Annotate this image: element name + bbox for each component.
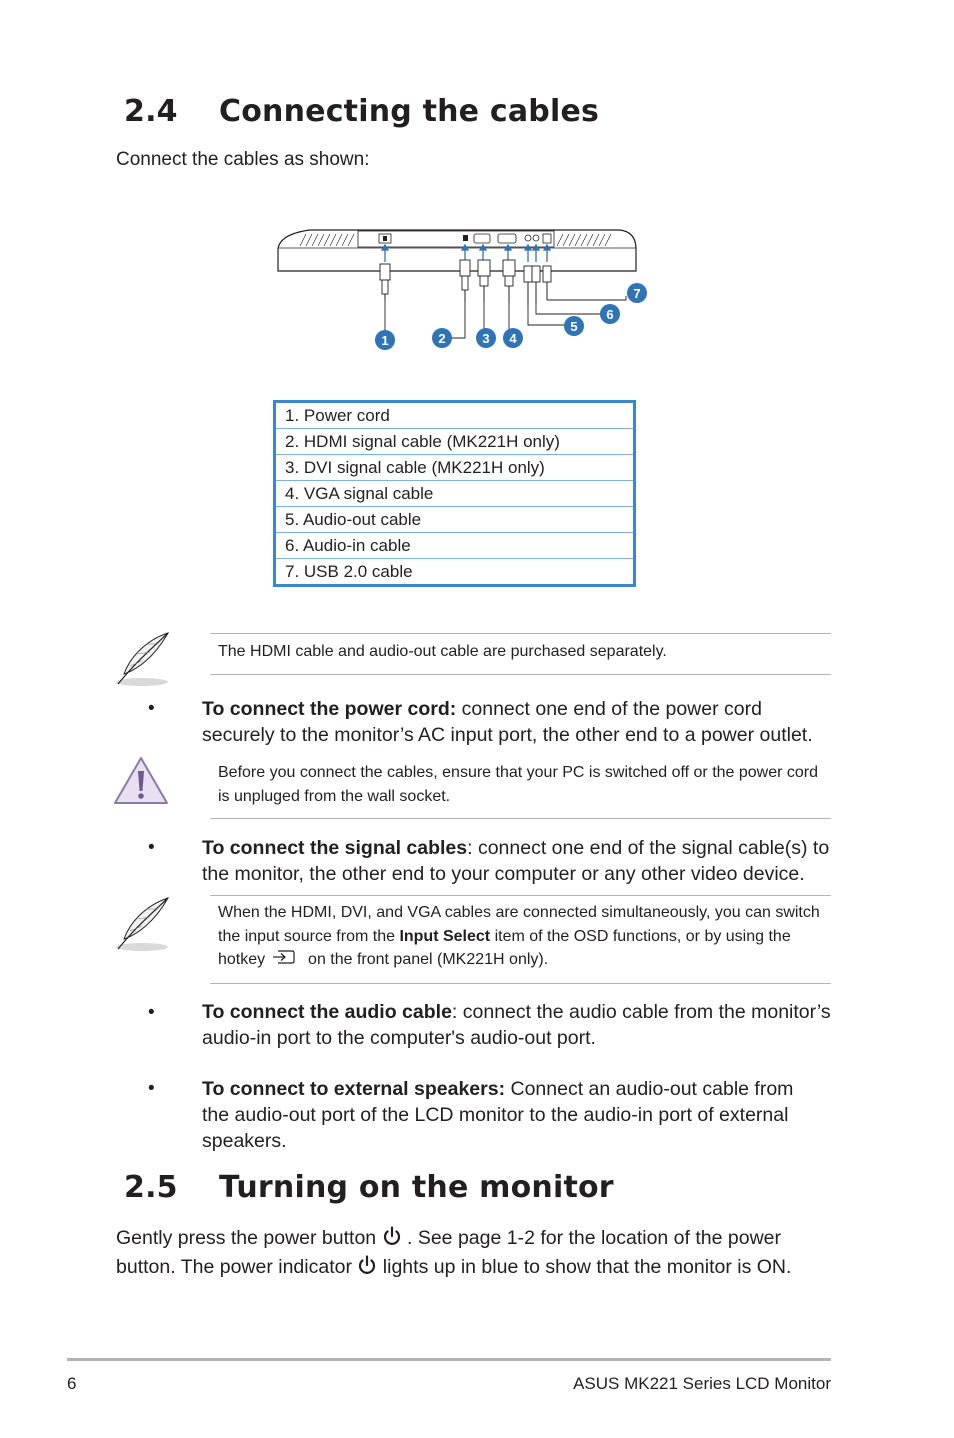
bullet-power-cord <box>202 696 837 748</box>
power-on-paragraph <box>116 1224 806 1282</box>
bullet-heading: To connect the audio cable <box>202 1001 452 1023</box>
callout-3: 3 <box>482 331 490 346</box>
footer-divider <box>67 1358 831 1361</box>
bullet-external-speakers <box>202 1076 802 1154</box>
bullet-text: : connect the audio cable from the monitor’s audio-in port to the computer's audio-out port. <box>202 1001 831 1049</box>
legend-row: 3. DVI signal cable (MK221H only) <box>276 454 633 480</box>
legend-row: 7. USB 2.0 cable <box>276 558 633 584</box>
note-text-part: on the front panel (MK221H only). <box>303 951 549 968</box>
note-text: The HDMI cable and audio-out cable are purchased separately. <box>218 643 667 660</box>
caution-switch-off <box>210 757 831 819</box>
callout-4: 4 <box>509 331 517 346</box>
footer-title: ASUS MK221 Series LCD Monitor <box>573 1374 831 1393</box>
section-heading-2-4 <box>124 94 724 134</box>
paragraph-text: lights up in blue to show that the monitor is ON. <box>377 1256 792 1278</box>
bullet-heading: To connect the power cord: <box>202 698 457 720</box>
cable-legend-table <box>273 400 636 587</box>
power-icon <box>382 1226 402 1248</box>
legend-row: 2. HDMI signal cable (MK221H only) <box>276 428 633 454</box>
note-hdmi-audio <box>210 633 831 675</box>
note-text <box>218 901 823 972</box>
bullet-text: : connect one end of the signal cable(s) to the monitor, the other end to your computer or any other video device. <box>202 837 830 885</box>
power-icon <box>357 1255 377 1277</box>
input-select-icon <box>272 948 298 966</box>
legend-row: 1. Power cord <box>285 406 390 425</box>
legend-row: 6. Audio-in cable <box>276 532 633 558</box>
callout-7: 7 <box>633 286 641 301</box>
callout-5: 5 <box>570 319 578 334</box>
section-number: 2.4 <box>124 94 178 129</box>
paragraph-text: Gently press the power button <box>116 1227 382 1249</box>
bullet-heading: To connect the signal cables <box>202 837 468 859</box>
feather-pen-icon <box>112 630 174 690</box>
paragraph-text: . See page 1-2 for the location of the power button. The power indicator <box>116 1227 781 1278</box>
bullet-marker: • <box>148 837 155 858</box>
warning-triangle-icon <box>112 755 170 807</box>
note-bold: Input Select <box>399 927 491 945</box>
section-title: Turning on the monitor <box>219 1170 614 1205</box>
caution-text: Before you connect the cables, ensure that your PC is switched off or the power cord is unpluged from the wall socket. <box>218 764 819 805</box>
bullet-audio-cable <box>202 999 837 1051</box>
bullet-marker: • <box>148 1078 155 1099</box>
section-heading-2-5 <box>124 1170 724 1210</box>
bullet-marker: • <box>148 698 155 719</box>
intro-text: Connect the cables as shown: <box>116 149 370 170</box>
page-number: 6 <box>67 1374 77 1393</box>
callout-1: 1 <box>381 333 389 348</box>
cable-diagram <box>270 222 650 357</box>
feather-pen-icon <box>112 895 174 955</box>
section-number: 2.5 <box>124 1170 178 1205</box>
note-input-select <box>210 895 831 984</box>
note-text-part: When the HDMI, DVI, and VGA cables are connected simultaneously, you can switch the input source from the <box>218 904 820 945</box>
bullet-text: connect one end of the power cord securely to the monitor’s AC input port, the other end to a power outlet. <box>202 698 813 746</box>
bullet-text: Connect an audio-out cable from the audio-out port of the LCD monitor to the audio-in port of external speakers. <box>202 1078 794 1152</box>
section-title: Connecting the cables <box>219 94 600 129</box>
legend-row: 5. Audio-out cable <box>276 506 633 532</box>
callout-6: 6 <box>606 307 614 322</box>
bullet-marker: • <box>148 1002 155 1023</box>
note-text-part: item of the OSD functions, or by using the hotkey <box>218 927 791 968</box>
bullet-signal-cables <box>202 835 837 887</box>
callout-2: 2 <box>438 331 446 346</box>
legend-row: 4. VGA signal cable <box>276 480 633 506</box>
bullet-heading: To connect to external speakers: <box>202 1078 506 1100</box>
